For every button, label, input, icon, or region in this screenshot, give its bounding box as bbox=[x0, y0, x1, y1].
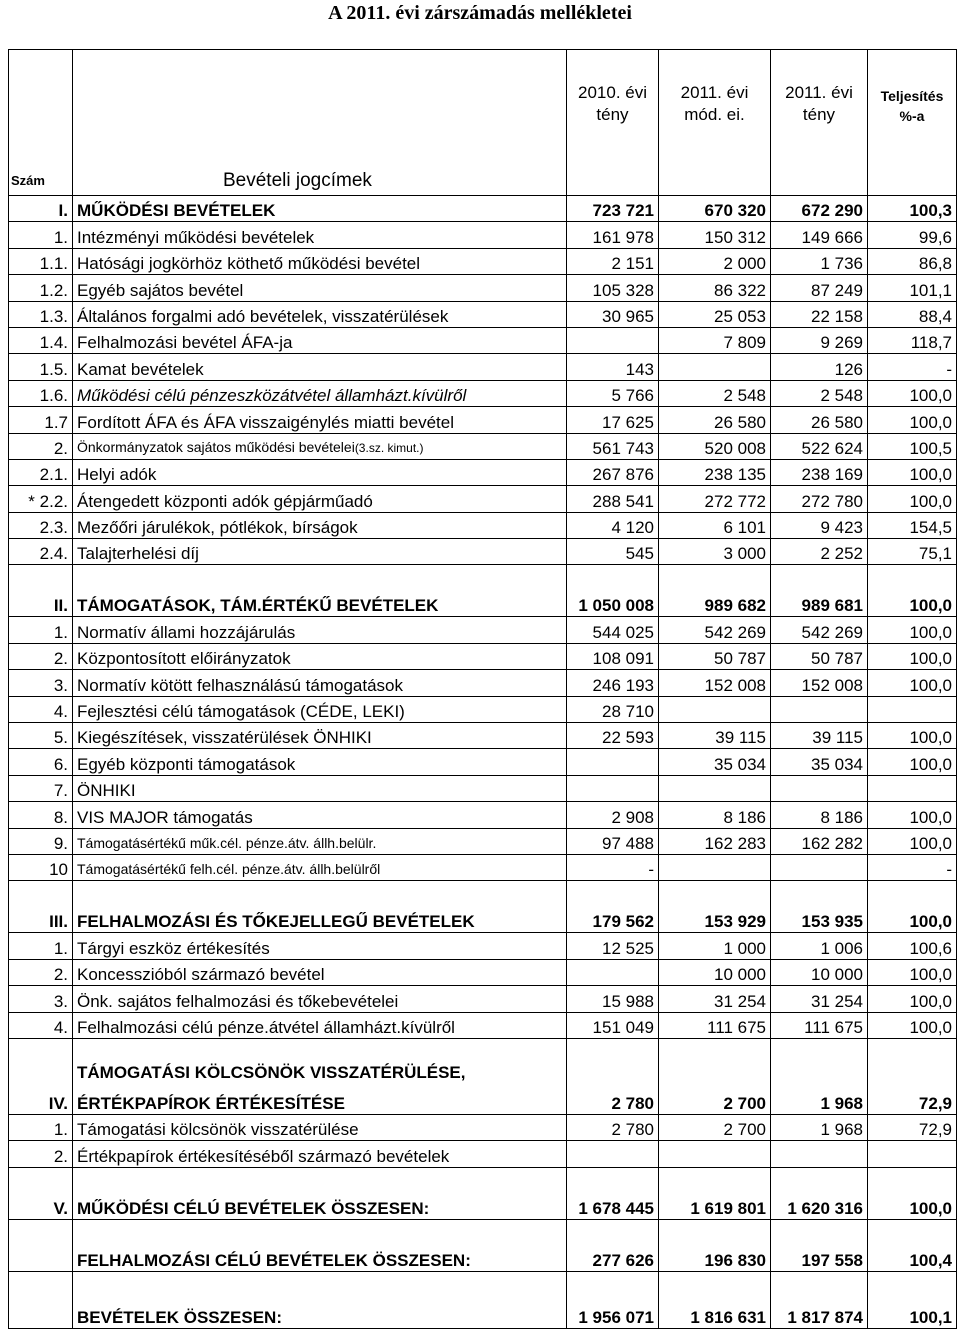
value-teljesites: 86,8 bbox=[868, 248, 957, 274]
row-number: * 2.2. bbox=[9, 486, 73, 512]
value-teljesites: 100,3 bbox=[868, 196, 957, 222]
value-2011-teny: 22 158 bbox=[771, 301, 868, 327]
table-row bbox=[9, 433, 957, 459]
table-row bbox=[9, 565, 957, 617]
row-number: 4. bbox=[9, 696, 73, 722]
value-2011-mod-ei: 111 675 bbox=[659, 1012, 771, 1038]
value-2011-mod-ei: 150 312 bbox=[659, 222, 771, 248]
value-2011-teny: 162 282 bbox=[771, 828, 868, 854]
value-2010-teny bbox=[567, 749, 659, 775]
value-2011-mod-ei: 2 700 bbox=[659, 1114, 771, 1140]
row-label-text: Helyi adók bbox=[77, 465, 157, 485]
value-2011-mod-ei: 50 787 bbox=[659, 643, 771, 669]
row-label bbox=[73, 617, 567, 643]
row-label-text: Talajterhelési díj bbox=[77, 544, 199, 564]
value-2011-teny: 87 249 bbox=[771, 275, 868, 301]
value-teljesites: 101,1 bbox=[868, 275, 957, 301]
table-row bbox=[9, 1141, 957, 1167]
value-teljesites: 118,7 bbox=[868, 327, 957, 353]
row-label bbox=[73, 196, 567, 222]
row-label-text: Mezőőri járulékok, pótlékok, bírságok bbox=[77, 518, 358, 538]
table-row bbox=[9, 301, 957, 327]
row-label-text: Egyéb központi támogatások bbox=[77, 754, 296, 774]
row-label-text: Általános forgalmi adó bevételek, visszatérülések bbox=[77, 306, 449, 326]
row-number: 3. bbox=[9, 670, 73, 696]
row-label bbox=[73, 933, 567, 959]
table-row bbox=[9, 670, 957, 696]
value-2010-teny: 4 120 bbox=[567, 512, 659, 538]
value-2011-teny: 542 269 bbox=[771, 617, 868, 643]
value-2011-teny: 238 169 bbox=[771, 459, 868, 485]
table-row bbox=[9, 196, 957, 222]
table-row bbox=[9, 1167, 957, 1219]
value-2010-teny: 179 562 bbox=[567, 881, 659, 933]
header-jogcim: Bevételi jogcímek bbox=[73, 50, 567, 196]
row-label-text: Értékpapírok értékesítéséből származó bevételek bbox=[77, 1146, 450, 1166]
value-teljesites: 100,0 bbox=[868, 881, 957, 933]
value-2011-mod-ei bbox=[659, 354, 771, 380]
table-row bbox=[9, 248, 957, 274]
row-number: 2.4. bbox=[9, 539, 73, 565]
value-teljesites: 99,6 bbox=[868, 222, 957, 248]
row-number: 3. bbox=[9, 986, 73, 1012]
value-2011-teny: 153 935 bbox=[771, 881, 868, 933]
row-number: 1. bbox=[9, 222, 73, 248]
row-label bbox=[73, 459, 567, 485]
value-teljesites: 100,4 bbox=[868, 1219, 957, 1271]
value-2011-teny: 197 558 bbox=[771, 1219, 868, 1271]
table-row bbox=[9, 749, 957, 775]
value-2011-mod-ei: 196 830 bbox=[659, 1219, 771, 1271]
value-teljesites: 100,0 bbox=[868, 565, 957, 617]
table-row bbox=[9, 723, 957, 749]
value-2011-mod-ei: 238 135 bbox=[659, 459, 771, 485]
value-2011-teny: 26 580 bbox=[771, 407, 868, 433]
header-teljesites: Teljesítés %-a bbox=[868, 50, 957, 196]
value-2010-teny: 561 743 bbox=[567, 433, 659, 459]
row-label bbox=[73, 1271, 567, 1328]
revenue-table bbox=[8, 49, 957, 1329]
row-number: IV. bbox=[9, 1038, 73, 1114]
value-2011-mod-ei: 8 186 bbox=[659, 802, 771, 828]
row-label bbox=[73, 959, 567, 985]
value-2011-teny bbox=[771, 696, 868, 722]
value-teljesites: 100,0 bbox=[868, 459, 957, 485]
row-number: 1.4. bbox=[9, 327, 73, 353]
row-number bbox=[9, 1271, 73, 1328]
value-2011-mod-ei: 10 000 bbox=[659, 959, 771, 985]
value-teljesites: 100,0 bbox=[868, 1012, 957, 1038]
table-row bbox=[9, 486, 957, 512]
table-row bbox=[9, 222, 957, 248]
value-teljesites: 72,9 bbox=[868, 1114, 957, 1140]
header-2010-teny: 2010. évi tény bbox=[567, 50, 659, 196]
value-2011-mod-ei: 25 053 bbox=[659, 301, 771, 327]
row-number: 1.2. bbox=[9, 275, 73, 301]
value-2010-teny: 108 091 bbox=[567, 643, 659, 669]
value-2011-teny: 1 968 bbox=[771, 1114, 868, 1140]
value-teljesites bbox=[868, 696, 957, 722]
row-label bbox=[73, 222, 567, 248]
row-label-text: Támogatásértékű felh.cél. pénze.átv. állh.belülről bbox=[77, 861, 381, 878]
value-2011-teny: 50 787 bbox=[771, 643, 868, 669]
value-2010-teny: 2 908 bbox=[567, 802, 659, 828]
value-2011-mod-ei: 670 320 bbox=[659, 196, 771, 222]
row-number: 4. bbox=[9, 1012, 73, 1038]
row-label-text: Tárgyi eszköz értékesítés bbox=[77, 938, 270, 958]
value-2010-teny: 1 678 445 bbox=[567, 1167, 659, 1219]
value-teljesites: 72,9 bbox=[868, 1038, 957, 1114]
value-2010-teny: 277 626 bbox=[567, 1219, 659, 1271]
row-label-text: Kiegészítések, visszatérülések ÖNHIKI bbox=[77, 728, 372, 748]
row-label bbox=[73, 723, 567, 749]
row-label bbox=[73, 1167, 567, 1219]
row-label-text: MŰKÖDÉSI CÉLÚ BEVÉTELEK ÖSSZESEN: bbox=[77, 1198, 430, 1218]
value-2010-teny: 545 bbox=[567, 539, 659, 565]
value-2011-teny: 2 252 bbox=[771, 539, 868, 565]
value-2010-teny bbox=[567, 1141, 659, 1167]
value-teljesites: - bbox=[868, 854, 957, 880]
value-teljesites: 100,0 bbox=[868, 723, 957, 749]
value-2010-teny: 151 049 bbox=[567, 1012, 659, 1038]
value-teljesites bbox=[868, 775, 957, 801]
value-2010-teny: 143 bbox=[567, 354, 659, 380]
row-number: 5. bbox=[9, 723, 73, 749]
table-row bbox=[9, 828, 957, 854]
row-label-text: Támogatási kölcsönök visszatérülése bbox=[77, 1120, 359, 1140]
table-row bbox=[9, 354, 957, 380]
row-label bbox=[73, 486, 567, 512]
table-row bbox=[9, 1219, 957, 1271]
value-2010-teny: 17 625 bbox=[567, 407, 659, 433]
row-label-text: VIS MAJOR támogatás bbox=[77, 807, 253, 827]
value-teljesites: 100,6 bbox=[868, 933, 957, 959]
value-2011-mod-ei: 1 000 bbox=[659, 933, 771, 959]
row-label-text: Egyéb sajátos bevétel bbox=[77, 280, 244, 300]
value-teljesites: 100,1 bbox=[868, 1271, 957, 1328]
row-label bbox=[73, 539, 567, 565]
table-row bbox=[9, 407, 957, 433]
row-label-text: Önkormányzatok sajátos működési bevételei bbox=[77, 438, 355, 455]
value-2011-mod-ei: 26 580 bbox=[659, 407, 771, 433]
value-2010-teny: 22 593 bbox=[567, 723, 659, 749]
value-2011-teny: 126 bbox=[771, 354, 868, 380]
row-number: 1. bbox=[9, 617, 73, 643]
value-2011-teny: 1 006 bbox=[771, 933, 868, 959]
row-label bbox=[73, 275, 567, 301]
value-2011-mod-ei: 162 283 bbox=[659, 828, 771, 854]
value-2011-mod-ei: 989 682 bbox=[659, 565, 771, 617]
row-label-text: Felhalmozási bevétel ÁFA-ja bbox=[77, 333, 293, 353]
value-2010-teny: 161 978 bbox=[567, 222, 659, 248]
table-row bbox=[9, 933, 957, 959]
row-label bbox=[73, 828, 567, 854]
row-label-text: Önk. sajátos felhalmozási és tőkebevételei bbox=[77, 991, 399, 1011]
row-label bbox=[73, 696, 567, 722]
value-2010-teny: 1 050 008 bbox=[567, 565, 659, 617]
row-label bbox=[73, 986, 567, 1012]
table-row bbox=[9, 802, 957, 828]
row-label-text: Normatív kötött felhasználású támogatások bbox=[77, 675, 403, 695]
table-row bbox=[9, 275, 957, 301]
row-label bbox=[73, 775, 567, 801]
table-row bbox=[9, 775, 957, 801]
row-label-text: Működési célú pénzeszközátvétel államházt.kívülről bbox=[77, 386, 467, 406]
value-2010-teny: 28 710 bbox=[567, 696, 659, 722]
value-2010-teny: 2 780 bbox=[567, 1114, 659, 1140]
table-row bbox=[9, 959, 957, 985]
value-2011-mod-ei: 86 322 bbox=[659, 275, 771, 301]
row-label-text: Központosított előirányzatok bbox=[77, 649, 291, 669]
table-row bbox=[9, 696, 957, 722]
table-row bbox=[9, 881, 957, 933]
row-number: 2. bbox=[9, 1141, 73, 1167]
value-2011-mod-ei: 31 254 bbox=[659, 986, 771, 1012]
value-2011-teny bbox=[771, 1141, 868, 1167]
table-row bbox=[9, 854, 957, 880]
value-2011-teny: 672 290 bbox=[771, 196, 868, 222]
row-number: 1.5. bbox=[9, 354, 73, 380]
row-label-text: Normatív állami hozzájárulás bbox=[77, 622, 296, 642]
value-2011-teny: 2 548 bbox=[771, 380, 868, 406]
value-teljesites: 100,0 bbox=[868, 380, 957, 406]
value-2011-teny: 272 780 bbox=[771, 486, 868, 512]
table-row bbox=[9, 327, 957, 353]
value-2011-mod-ei: 39 115 bbox=[659, 723, 771, 749]
value-2010-teny: 246 193 bbox=[567, 670, 659, 696]
row-label bbox=[73, 565, 567, 617]
row-number: 2. bbox=[9, 959, 73, 985]
value-2011-teny: 9 423 bbox=[771, 512, 868, 538]
row-label-text: Támogatásértékű műk.cél. pénze.átv. állh.belülr. bbox=[77, 834, 377, 851]
row-label bbox=[73, 380, 567, 406]
value-2010-teny: 15 988 bbox=[567, 986, 659, 1012]
row-label-text: Hatósági jogkörhöz köthető működési bevétel bbox=[77, 254, 421, 274]
row-number: 2. bbox=[9, 433, 73, 459]
value-2010-teny bbox=[567, 327, 659, 353]
row-number: V. bbox=[9, 1167, 73, 1219]
row-label bbox=[73, 512, 567, 538]
row-number: I. bbox=[9, 196, 73, 222]
row-label-text: TÁMOGATÁSI KÖLCSÖNÖK VISSZATÉRÜLÉSE, bbox=[77, 1062, 466, 1082]
value-2010-teny: 30 965 bbox=[567, 301, 659, 327]
value-2011-mod-ei bbox=[659, 854, 771, 880]
row-label-note: (3.sz. kimut.) bbox=[354, 440, 424, 455]
row-label bbox=[73, 643, 567, 669]
value-2010-teny: 723 721 bbox=[567, 196, 659, 222]
row-number: 2.1. bbox=[9, 459, 73, 485]
row-label bbox=[73, 854, 567, 880]
row-label-text: FELHALMOZÁSI ÉS TŐKEJELLEGŰ BEVÉTELEK bbox=[77, 912, 475, 932]
value-2011-mod-ei bbox=[659, 1141, 771, 1167]
value-2011-teny: 31 254 bbox=[771, 986, 868, 1012]
table-header-row bbox=[9, 50, 957, 196]
value-2011-mod-ei bbox=[659, 696, 771, 722]
row-number: 1.7 bbox=[9, 407, 73, 433]
header-2011-teny: 2011. évi tény bbox=[771, 50, 868, 196]
value-2011-mod-ei: 6 101 bbox=[659, 512, 771, 538]
row-number: 6. bbox=[9, 749, 73, 775]
value-2010-teny: - bbox=[567, 854, 659, 880]
table-row bbox=[9, 1038, 957, 1114]
table-row bbox=[9, 539, 957, 565]
value-teljesites: 100,0 bbox=[868, 617, 957, 643]
value-2010-teny: 97 488 bbox=[567, 828, 659, 854]
row-number: III. bbox=[9, 881, 73, 933]
value-2010-teny: 5 766 bbox=[567, 380, 659, 406]
row-label-text: Kamat bevételek bbox=[77, 359, 204, 379]
value-teljesites: 100,0 bbox=[868, 643, 957, 669]
value-teljesites: 100,0 bbox=[868, 486, 957, 512]
value-2011-mod-ei: 1 816 631 bbox=[659, 1271, 771, 1328]
row-label bbox=[73, 407, 567, 433]
value-2011-teny: 152 008 bbox=[771, 670, 868, 696]
value-teljesites: 100,0 bbox=[868, 959, 957, 985]
value-2010-teny: 2 151 bbox=[567, 248, 659, 274]
row-label bbox=[73, 433, 567, 459]
row-label bbox=[73, 1114, 567, 1140]
row-label-text: Átengedett központi adók gépjárműadó bbox=[77, 491, 373, 511]
value-2011-teny: 1 817 874 bbox=[771, 1271, 868, 1328]
value-teljesites: 100,0 bbox=[868, 828, 957, 854]
table-row bbox=[9, 380, 957, 406]
row-label bbox=[73, 1141, 567, 1167]
row-label-text: FELHALMOZÁSI CÉLÚ BEVÉTELEK ÖSSZESEN: bbox=[77, 1250, 471, 1270]
value-2010-teny: 267 876 bbox=[567, 459, 659, 485]
row-label-text: Fordított ÁFA és ÁFA visszaigénylés miatti bevétel bbox=[77, 412, 455, 432]
value-teljesites: 100,0 bbox=[868, 1167, 957, 1219]
table-row bbox=[9, 986, 957, 1012]
row-number: 1.1. bbox=[9, 248, 73, 274]
value-teljesites: - bbox=[868, 354, 957, 380]
value-2011-teny: 1 620 316 bbox=[771, 1167, 868, 1219]
row-number: II. bbox=[9, 565, 73, 617]
value-2011-mod-ei: 35 034 bbox=[659, 749, 771, 775]
value-teljesites: 100,0 bbox=[868, 802, 957, 828]
value-teljesites: 100,0 bbox=[868, 749, 957, 775]
value-2011-teny bbox=[771, 775, 868, 801]
row-label-text: ÖNHIKI bbox=[77, 781, 136, 801]
row-label bbox=[73, 301, 567, 327]
row-label bbox=[73, 248, 567, 274]
row-label-text: BEVÉTELEK ÖSSZESEN: bbox=[77, 1307, 282, 1327]
value-2011-mod-ei: 520 008 bbox=[659, 433, 771, 459]
row-label bbox=[73, 1038, 567, 1114]
value-2011-teny: 1 968 bbox=[771, 1038, 868, 1114]
value-2010-teny: 288 541 bbox=[567, 486, 659, 512]
value-2011-teny: 8 186 bbox=[771, 802, 868, 828]
table-row bbox=[9, 617, 957, 643]
value-2011-teny: 10 000 bbox=[771, 959, 868, 985]
value-2011-mod-ei: 542 269 bbox=[659, 617, 771, 643]
row-label-text: Koncesszióból származó bevétel bbox=[77, 965, 325, 985]
value-2010-teny: 12 525 bbox=[567, 933, 659, 959]
value-2011-teny: 9 269 bbox=[771, 327, 868, 353]
value-2011-teny bbox=[771, 854, 868, 880]
row-label bbox=[73, 802, 567, 828]
value-2011-teny: 35 034 bbox=[771, 749, 868, 775]
value-2011-mod-ei: 3 000 bbox=[659, 539, 771, 565]
table-row bbox=[9, 643, 957, 669]
value-2010-teny bbox=[567, 775, 659, 801]
value-teljesites: 100,0 bbox=[868, 986, 957, 1012]
row-number: 2. bbox=[9, 643, 73, 669]
value-2011-mod-ei: 272 772 bbox=[659, 486, 771, 512]
value-teljesites: 75,1 bbox=[868, 539, 957, 565]
value-teljesites: 88,4 bbox=[868, 301, 957, 327]
table-row bbox=[9, 1012, 957, 1038]
header-2011-mod-ei: 2011. évi mód. ei. bbox=[659, 50, 771, 196]
value-2011-mod-ei: 153 929 bbox=[659, 881, 771, 933]
row-label bbox=[73, 1219, 567, 1271]
value-teljesites bbox=[868, 1141, 957, 1167]
row-label-text-2: ÉRTÉKPAPÍROK ÉRTÉKESÍTÉSE bbox=[77, 1093, 345, 1113]
value-2011-mod-ei: 1 619 801 bbox=[659, 1167, 771, 1219]
value-2011-mod-ei: 2 000 bbox=[659, 248, 771, 274]
value-2011-mod-ei: 7 809 bbox=[659, 327, 771, 353]
row-label bbox=[73, 749, 567, 775]
row-number bbox=[9, 1219, 73, 1271]
row-number: 2.3. bbox=[9, 512, 73, 538]
value-2010-teny: 2 780 bbox=[567, 1038, 659, 1114]
row-label bbox=[73, 327, 567, 353]
row-label bbox=[73, 354, 567, 380]
value-2011-mod-ei bbox=[659, 775, 771, 801]
value-2011-teny: 989 681 bbox=[771, 565, 868, 617]
row-number: 1.6. bbox=[9, 380, 73, 406]
row-number: 9. bbox=[9, 828, 73, 854]
value-2011-teny: 1 736 bbox=[771, 248, 868, 274]
row-label-text: MŰKÖDÉSI BEVÉTELEK bbox=[77, 201, 276, 221]
value-2010-teny: 105 328 bbox=[567, 275, 659, 301]
row-number: 8. bbox=[9, 802, 73, 828]
row-label-text: Fejlesztési célú támogatások (CÉDE, LEKI) bbox=[77, 702, 405, 722]
row-number: 1. bbox=[9, 1114, 73, 1140]
value-teljesites: 154,5 bbox=[868, 512, 957, 538]
row-label bbox=[73, 1012, 567, 1038]
table-row bbox=[9, 1114, 957, 1140]
row-label bbox=[73, 670, 567, 696]
value-2011-teny: 111 675 bbox=[771, 1012, 868, 1038]
value-2011-teny: 149 666 bbox=[771, 222, 868, 248]
row-number: 10 bbox=[9, 854, 73, 880]
value-2011-mod-ei: 2 700 bbox=[659, 1038, 771, 1114]
row-label-text: Felhalmozási célú pénze.átvétel államházt.kívülről bbox=[77, 1017, 455, 1037]
page-title: A 2011. évi zárszámadás mellékletei bbox=[328, 2, 632, 24]
value-2010-teny bbox=[567, 959, 659, 985]
value-2011-teny: 39 115 bbox=[771, 723, 868, 749]
value-2011-mod-ei: 2 548 bbox=[659, 380, 771, 406]
row-label bbox=[73, 881, 567, 933]
table-row bbox=[9, 512, 957, 538]
table-row bbox=[9, 1271, 957, 1328]
row-label-text: TÁMOGATÁSOK, TÁM.ÉRTÉKŰ BEVÉTELEK bbox=[77, 596, 439, 616]
row-number: 1. bbox=[9, 933, 73, 959]
row-number: 1.3. bbox=[9, 301, 73, 327]
row-number: 7. bbox=[9, 775, 73, 801]
value-teljesites: 100,0 bbox=[868, 670, 957, 696]
value-2011-mod-ei: 152 008 bbox=[659, 670, 771, 696]
value-2010-teny: 1 956 071 bbox=[567, 1271, 659, 1328]
header-szam: Szám bbox=[9, 50, 73, 196]
value-2010-teny: 544 025 bbox=[567, 617, 659, 643]
table-row bbox=[9, 459, 957, 485]
value-teljesites: 100,0 bbox=[868, 407, 957, 433]
value-teljesites: 100,5 bbox=[868, 433, 957, 459]
row-label-text: Intézményi működési bevételek bbox=[77, 227, 315, 247]
value-2011-teny: 522 624 bbox=[771, 433, 868, 459]
